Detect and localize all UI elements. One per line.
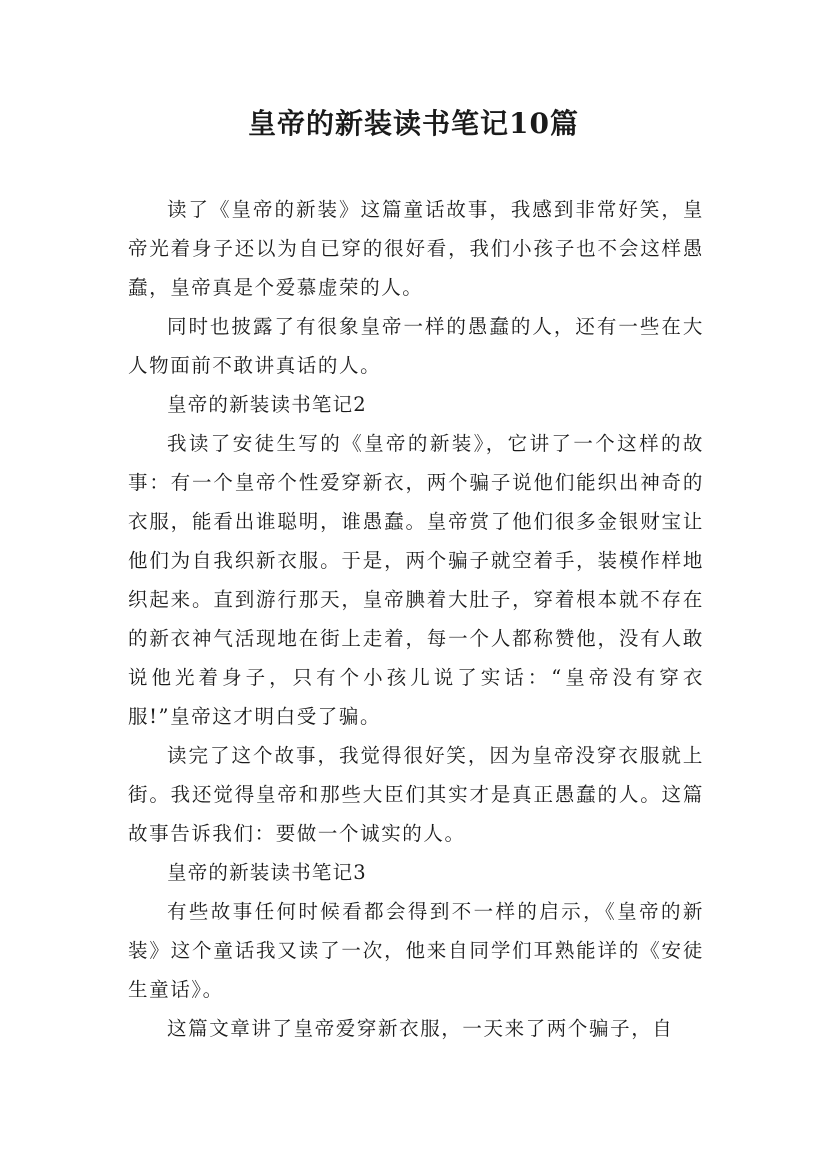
paragraph: 读了《皇帝的新装》这篇童话故事，我感到非常好笑，皇帝光着身子还以为自已穿的很好看，我们小孩子也不会这样愚蠢，皇帝真是个爱慕虚荣的人。 — [128, 198, 704, 299]
paragraph: 有些故事任何时候看都会得到不一样的启示，《皇帝的新装》这个童话我又读了一次，他来自同学们耳熟能详的《安徒生童话》。 — [128, 900, 704, 1001]
document-body — [128, 190, 704, 1048]
section-heading: 皇帝的新装读书笔记3 — [167, 861, 367, 884]
paragraph: 读完了这个故事，我觉得很好笑，因为皇帝没穿衣服就上街。我还觉得皇帝和那些大臣们其实才是真正愚蠢的人。这篇故事告诉我们：要做一个诚实的人。 — [128, 744, 704, 845]
section-heading: 皇帝的新装读书笔记2 — [167, 393, 367, 416]
paragraph: 这篇文章讲了皇帝爱穿新衣服，一天来了两个骗子，自 — [167, 1017, 674, 1040]
paragraph: 我读了安徒生写的《皇帝的新装》，它讲了一个这样的故事：有一个皇帝个性爱穿新衣，两个骗子说他们能织出神奇的衣服，能看出谁聪明，谁愚蠢。皇帝赏了他们很多金银财宝让他们为自我织新衣服。于是，两个骗子就空着手，装模作样地织起来。直到游行那天，皇帝腆着大肚子，穿着根本就不存在的新衣神气活现地在街上走着，每一个人都称赞他，没有人敢说他光着身子，只有个小孩儿说了实话：“皇帝没有穿衣服!”皇帝这才明白受了骗。 — [128, 432, 704, 728]
document-title: 皇帝的新装读书笔记10篇 — [248, 107, 579, 140]
paragraph: 同时也披露了有很象皇帝一样的愚蠢的人，还有一些在大人物面前不敢讲真话的人。 — [128, 315, 704, 377]
